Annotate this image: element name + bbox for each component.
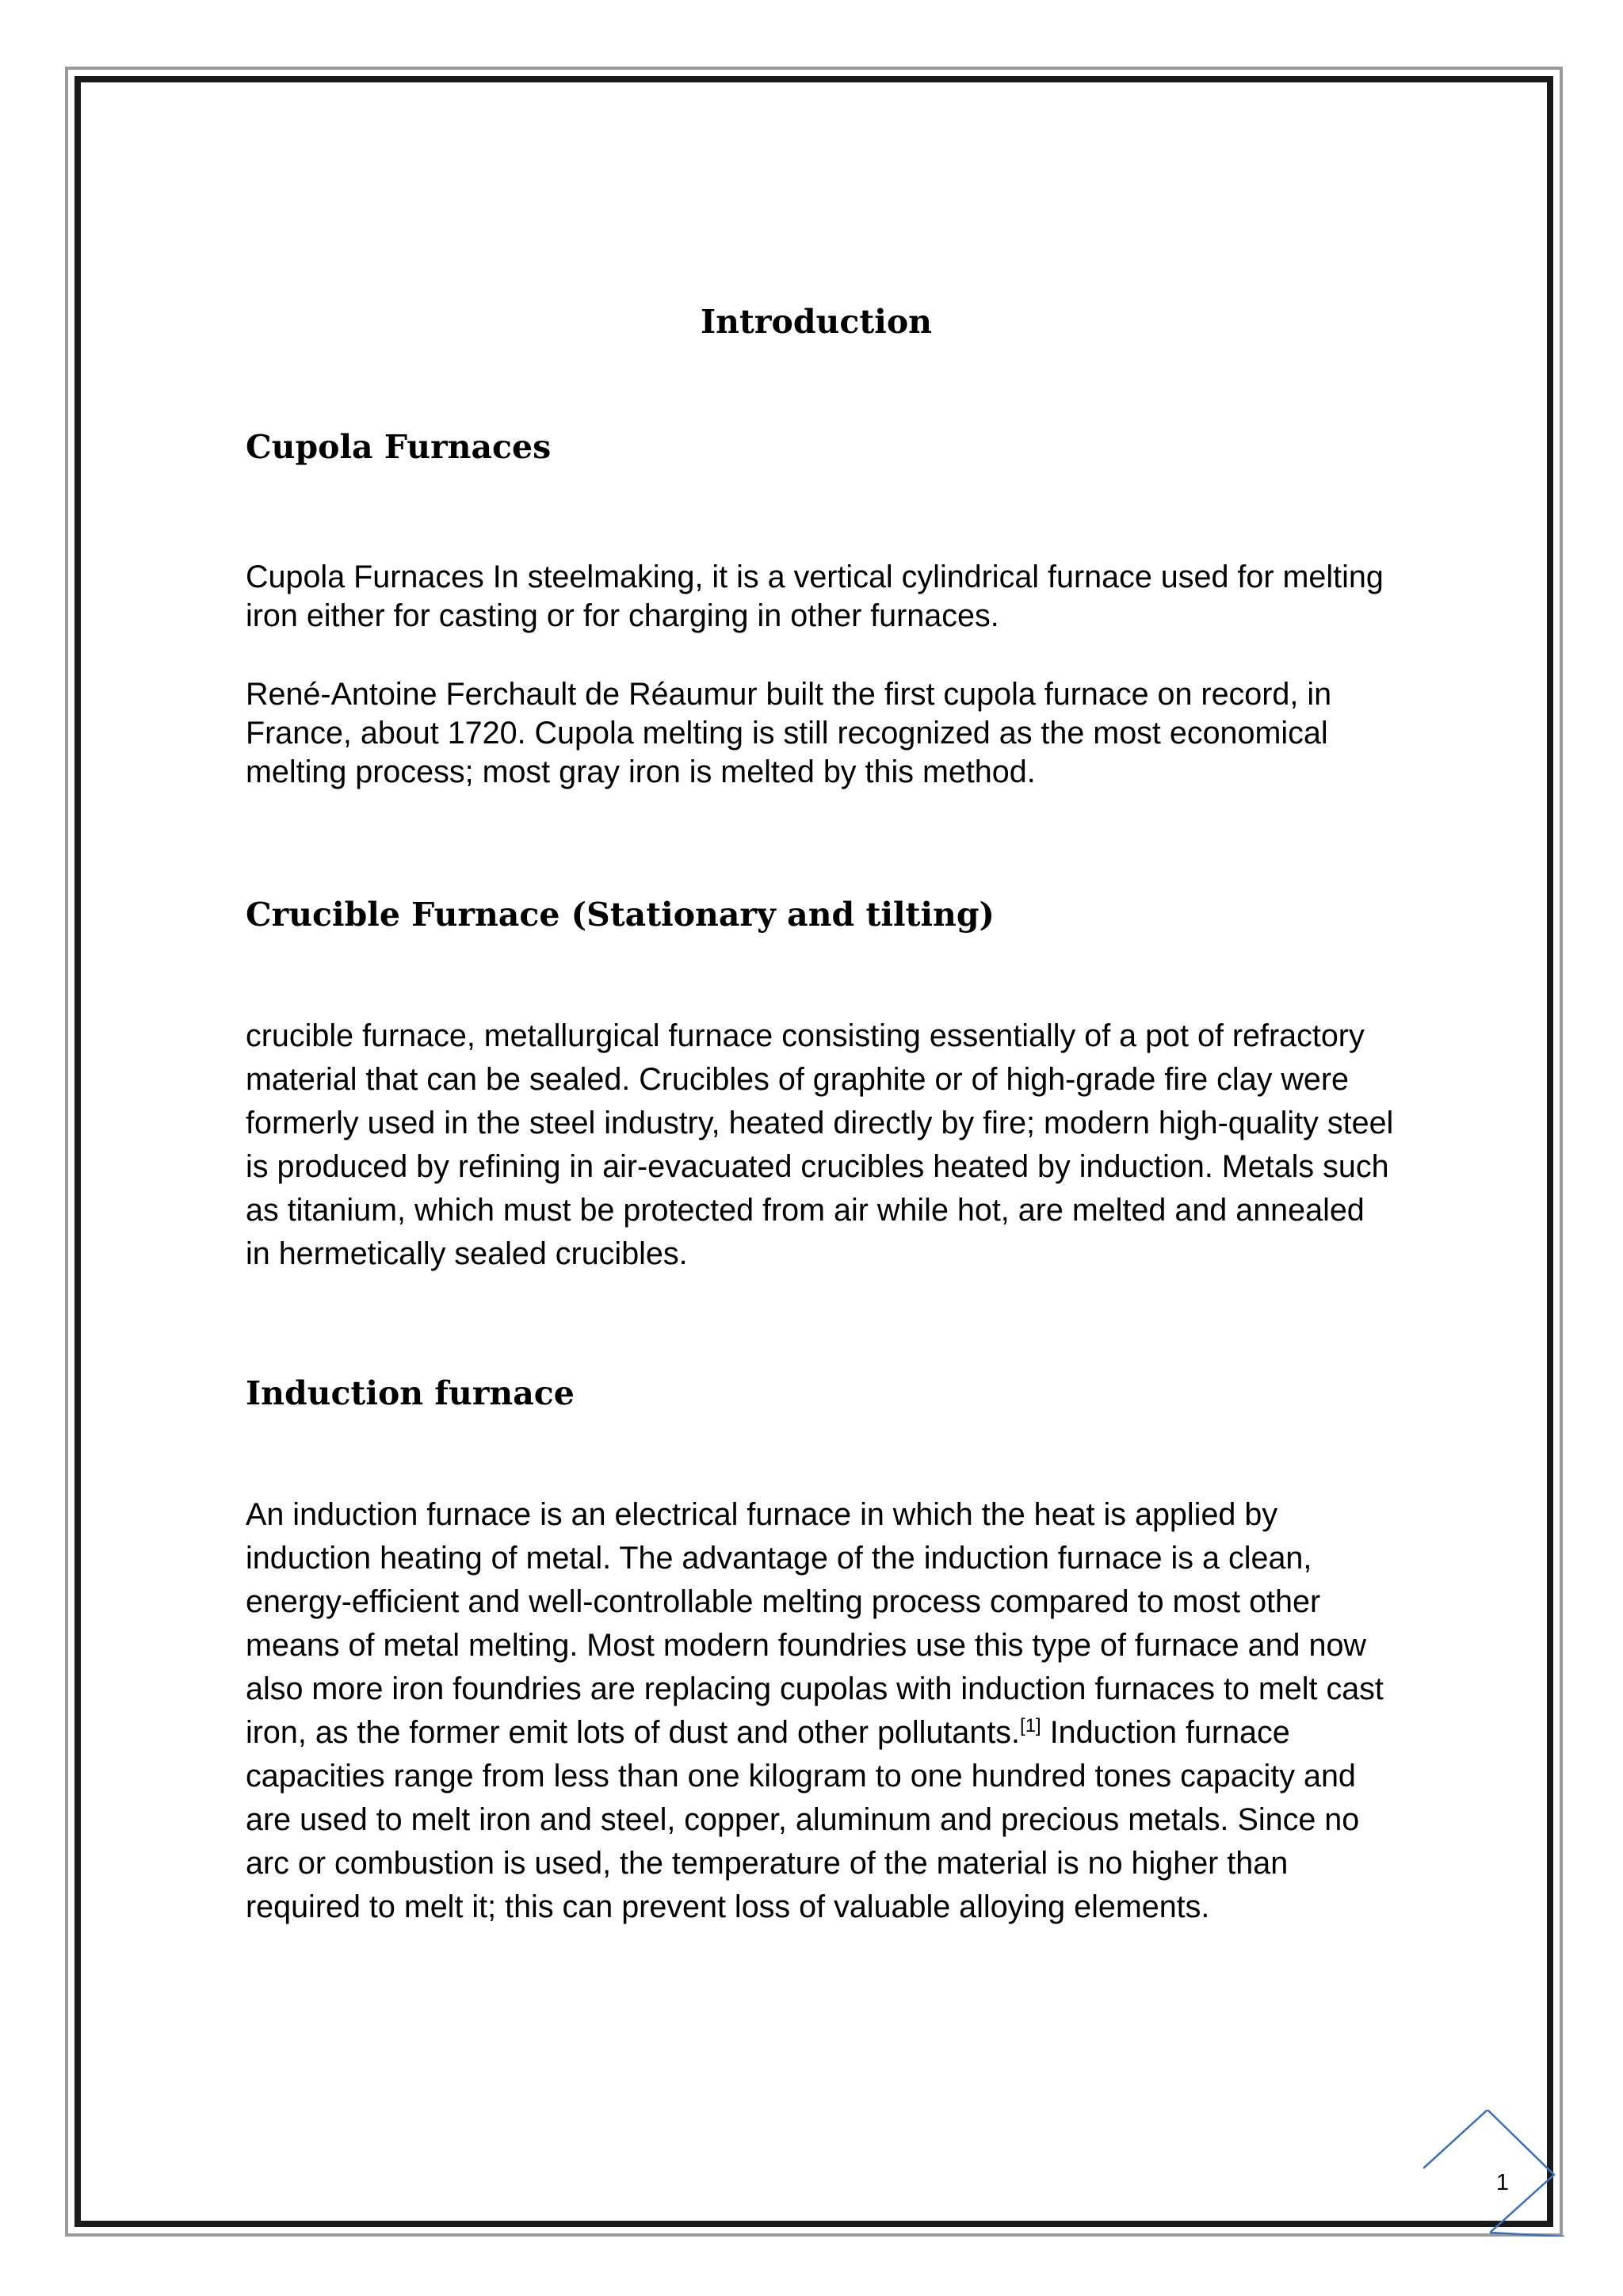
paragraph-induction-text-2: Induction furnace capacities range from less than one kilogram to one hundred tones capacity and are used to melt iron and steel, copper, aluminum and precious metals. Since no arc or combustion is used, the temperature of the material is no higher than required to melt it; this can prevent loss of valuable alloying elements. (246, 1715, 1360, 1924)
reference-mark[interactable]: [1] (1020, 1715, 1041, 1736)
page-title: Introduction (701, 303, 932, 341)
paragraph-crucible: crucible furnace, metallurgical furnace consisting essentially of a pot of refractory material that can be sealed. Crucibles of graphite or of high-grade fire clay were formerly used in the steel industry, heated directly by fire; modern high-quality steel is produced by refining in air-evacuated crucibles heated by induction. Metals such as titanium, which must be protected from air while hot, are melted and annealed in hermetically sealed crucibles. (246, 1018, 1394, 1271)
section-heading-cupola: Cupola Furnaces (246, 428, 552, 466)
section-heading-crucible: Crucible Furnace (Stationary and tilting) (246, 896, 995, 934)
paragraph-induction-text-1: An induction furnace is an electrical furnace in which the heat is applied by induction heating of metal. The advantage of the induction furnace is a clean, energy-efficient and well-controllable melting process compared to most other means of metal melting. Most modern foundries use this type of furnace and now also more iron foundries are replacing cupolas with induction furnaces to melt cast iron, as the former emit lots of dust and other pollutants. (246, 1497, 1384, 1750)
paragraph-induction (246, 1493, 1395, 1929)
paragraph-cupola-1: Cupola Furnaces In steelmaking, it is a vertical cylindrical furnace used for melting iron either for casting or for charging in other furnaces. (246, 560, 1384, 633)
section-heading-induction: Induction furnace (246, 1374, 575, 1412)
page-number: 1 (1495, 2170, 1510, 2195)
paragraph-cupola-2: René-Antoine Ferchault de Réaumur built the first cupola furnace on record, in France, about 1720. Cupola melting is still recognized as the most economical melting process; most gray iron is melted by this method. (246, 677, 1332, 789)
